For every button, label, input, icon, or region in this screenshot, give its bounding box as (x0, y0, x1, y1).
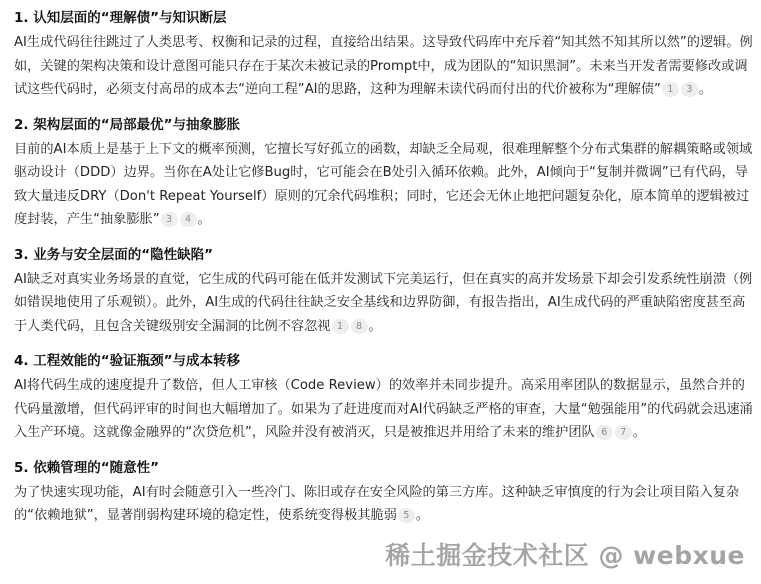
paragraph-text: AI缺乏对真实业务场景的直觉，它生成的代码可能在低并发测试下完美运行，但在真实的高并发场景下却会引发系统性崩溃（例如错误地使用了乐观锁）。此外，AI生成的代码往往缺乏安全基线和边界防御，有报告指出，AI生成代码的严重缺陷密度甚至高于人类代码，且包含关键级别安全漏洞的比例不容忽视 (14, 271, 753, 334)
section-heading: 3. 业务与安全层面的“隐性缺陷” (14, 246, 213, 263)
section-paragraph: 为了快速实现功能，AI有时会随意引入一些冷门、陈旧或存在安全风险的第三方库。这种缺乏审慎度的行为会让项目陷入复杂的“依赖地狱”，显著削弱构建环境的稳定性，使系统变得极其脆弱 5 。 (14, 484, 740, 523)
section-paragraph: AI缺乏对真实业务场景的直觉，它生成的代码可能在低并发测试下完美运行，但在真实的高并发场景下却会引发系统性崩溃（例如错误地使用了乐观锁）。此外，AI生成的代码往往缺乏安全基线和边界防御，有报告指出，AI生成代码的严重缺陷密度甚至高于人类代码，且包含关键级别安全漏洞的比例不容忽视 1 8 。 (14, 271, 753, 334)
section-heading: 5. 依赖管理的“随意性” (14, 459, 159, 476)
citation-badge[interactable]: 1 (662, 82, 679, 97)
watermark: 稀土掘金技术社区 @ webxue (385, 541, 745, 570)
section-paragraph: AI生成代码往往跳过了人类思考、权衡和记录的过程，直接给出结果。这导致代码库中充斥着“知其然不知其所以然”的逻辑。例如，关键的架构决策和设计意图可能只存在于某次未被记录的Prompt中，成为团队的“知识黑洞”。未来当开发者需要修改或调试这些代码时，必须支付高昂的成本去“逆向工程”AI的思路，这种为理解未读代码而付出的代价被称为“理解债” 1 3 。 (14, 35, 753, 97)
citation-badge[interactable]: 1 (332, 319, 349, 334)
section-4 (14, 351, 754, 445)
section-heading: 1. 认知层面的“理解债”与知识断层 (14, 10, 227, 26)
section-paragraph: AI将代码生成的速度提升了数倍，但人工审核（Code Review）的效率并未同步提升。高采用率团队的数据显示，虽然合并的代码量激增，但代码评审的时间也大幅增加了。如果为了赶进度而对AI代码缺乏严格的审查，大量“勉强能用”的代码就会迅速涌入生产环境。这就像金融界的“次贷危机”，风险并没有被消灭，只是被推迟并用给了未来的维护团队 6 7 。 (14, 378, 753, 440)
section-paragraph: 目前的AI本质上是基于上下文的概率预测，它擅长写好孤立的函数，却缺乏全局观，很难理解整个分布式集群的解耦策略或领域驱动设计（DDD）边界。当你在A处让它修Bug时，它可能会在B处引入循环依赖。此外，AI倾向于“复制并微调”已有代码，导致大量违反DRY（Don't Repeat Yourself）原则的冗余代码堆积；同时，它还会无休止地把问题复杂化，原本简单的逻辑被过度封装，产生“抽象膨胀” 3 4 。 (14, 141, 753, 227)
paragraph-text: 目前的AI本质上是基于上下文的概率预测，它擅长写好孤立的函数，却缺乏全局观，很难理解整个分布式集群的解耦策略或领域驱动设计（DDD）边界。当你在A处让它修Bug时，它可能会在B处引入循环依赖。此外，AI倾向于“复制并微调”已有代码，导致大量违反DRY（Don't Repeat Yourself）原则的冗余代码堆积；同时，它还会无休止地把问题复杂化，原本简单的逻辑被过度封装，产生“抽象膨胀” (14, 141, 753, 227)
citation-badge[interactable]: 6 (596, 425, 613, 440)
section-1 (14, 8, 754, 102)
citation-badge[interactable]: 3 (161, 212, 178, 227)
section-heading: 4. 工程效能的“验证瓶颈”与成本转移 (14, 353, 240, 369)
section-heading: 2. 架构层面的“局部最优”与抽象膨胀 (14, 116, 240, 133)
citation-badge[interactable]: 3 (681, 82, 698, 97)
citation-badge[interactable]: 7 (615, 425, 632, 440)
section-5 (14, 458, 754, 528)
document-body (14, 8, 754, 541)
paragraph-text: 为了快速实现功能，AI有时会随意引入一些冷门、陈旧或存在安全风险的第三方库。这种缺乏审慎度的行为会让项目陷入复杂的“依赖地狱”，显著削弱构建环境的稳定性，使系统变得极其脆弱 (14, 484, 740, 523)
section-3 (14, 245, 754, 339)
paragraph-text: AI生成代码往往跳过了人类思考、权衡和记录的过程，直接给出结果。这导致代码库中充斥着“知其然不知其所以然”的逻辑。例如，关键的架构决策和设计意图可能只存在于某次未被记录的Prompt中，成为团队的“知识黑洞”。未来当开发者需要修改或调试这些代码时，必须支付高昂的成本去“逆向工程”AI的思路，这种为理解未读代码而付出的代价被称为“理解债” (14, 35, 753, 97)
citation-badge[interactable]: 5 (398, 508, 415, 523)
paragraph-text: AI将代码生成的速度提升了数倍，但人工审核（Code Review）的效率并未同步提升。高采用率团队的数据显示，虽然合并的代码量激增，但代码评审的时间也大幅增加了。如果为了赶进度而对AI代码缺乏严格的审查，大量“勉强能用”的代码就会迅速涌入生产环境。这就像金融界的“次贷危机”，风险并没有被消灭，只是被推迟并用给了未来的维护团队 (14, 378, 753, 440)
citation-badge[interactable]: 8 (351, 319, 368, 334)
citation-badge[interactable]: 4 (180, 212, 197, 227)
section-2 (14, 115, 754, 232)
